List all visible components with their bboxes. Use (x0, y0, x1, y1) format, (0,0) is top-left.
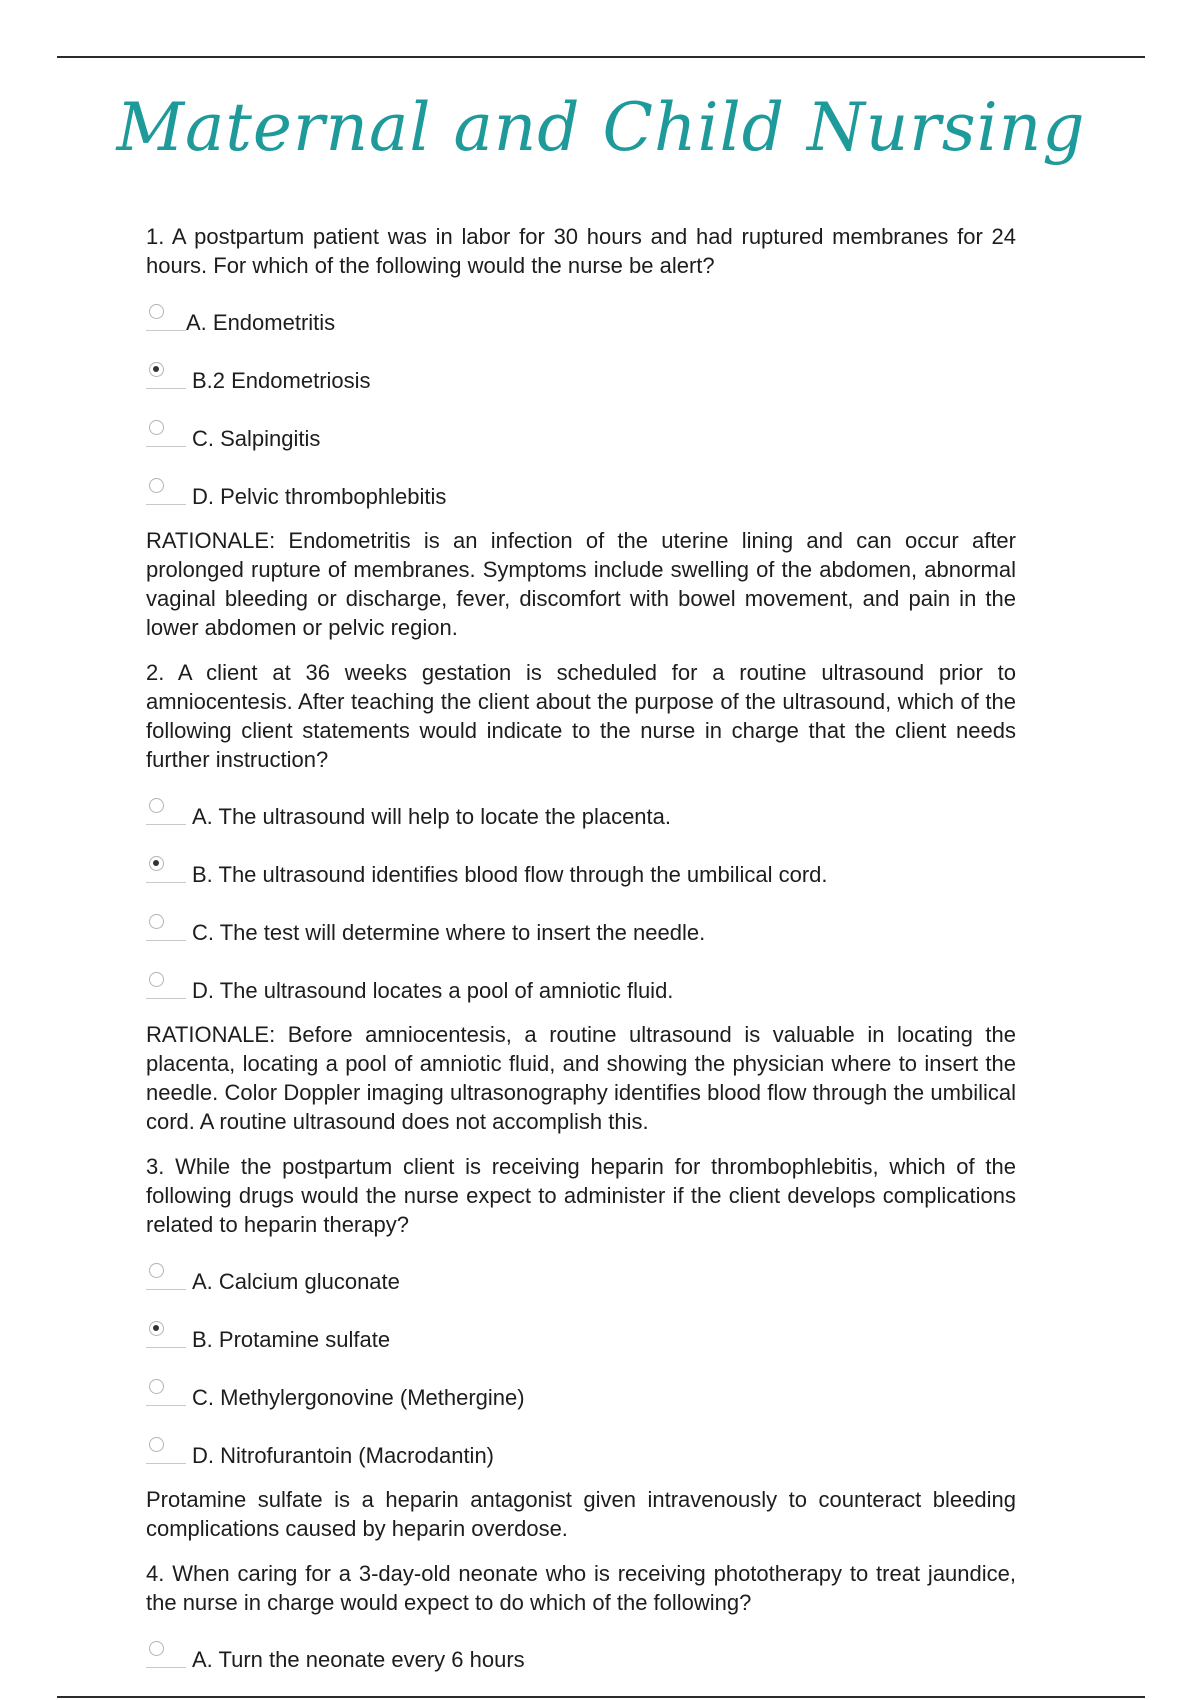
answer-label: A. The ultrasound will help to locate the placenta. (192, 804, 672, 829)
answer-label: C. The test will determine where to insert the needle. (192, 920, 706, 945)
answer-label: C. Salpingitis (192, 426, 321, 451)
answer-underline (146, 446, 186, 447)
answer-option[interactable] (146, 1631, 1016, 1689)
answer-underline (146, 824, 186, 825)
question-block (146, 1152, 1016, 1543)
answer-option[interactable] (146, 410, 1016, 468)
question-text: 1. A postpartum patient was in labor for 30 hours and had ruptured membranes for 24 hours. For which of the following would the nurse be alert? (146, 224, 1016, 278)
answer-option[interactable] (146, 846, 1016, 904)
answer-option[interactable] (146, 962, 1016, 1020)
answer-label: B. The ultrasound identifies blood flow through the umbilical cord. (192, 862, 828, 887)
answer-underline (146, 1667, 186, 1668)
answer-label: D. Nitrofurantoin (Macrodantin) (192, 1443, 495, 1468)
answer-underline (146, 330, 186, 331)
rationale-text: Protamine sulfate is a heparin antagonist given intravenously to counteract bleeding complications caused by heparin overdose. (146, 1487, 1016, 1541)
question-block (146, 1559, 1016, 1689)
answer-label: A. Turn the neonate every 6 hours (192, 1647, 525, 1672)
radio-button[interactable] (149, 304, 164, 319)
answer-underline (146, 388, 186, 389)
radio-button[interactable] (149, 1641, 164, 1656)
rationale-text: RATIONALE: Before amniocentesis, a routine ultrasound is valuable in locating the placenta, locating a pool of amniotic fluid, and showing the physician where to insert the needle. Color Doppler imaging ultrasonography identifies blood flow through the umbilical cord. A routine ultrasound does not accomplish this. (146, 1022, 1016, 1134)
question-text: 4. When caring for a 3-day-old neonate who is receiving phototherapy to treat jaundice, the nurse in charge would expect to do which of the following? (146, 1561, 1016, 1615)
answer-options (146, 1631, 1016, 1689)
answer-option[interactable] (146, 788, 1016, 846)
answer-option[interactable] (146, 1311, 1016, 1369)
radio-button[interactable] (149, 1263, 164, 1278)
radio-button[interactable] (149, 478, 164, 493)
document-title-banner (57, 72, 1145, 182)
answer-option[interactable] (146, 294, 1016, 352)
answer-underline (146, 882, 186, 883)
answer-options (146, 294, 1016, 526)
answer-underline (146, 504, 186, 505)
question-block (146, 222, 1016, 642)
radio-button[interactable] (149, 1437, 164, 1452)
answer-option[interactable] (146, 1253, 1016, 1311)
rationale-text: RATIONALE: Endometritis is an infection of the uterine lining and can occur after prolonged rupture of membranes. Symptoms include swelling of the abdomen, abnormal vaginal bleeding or discharge, fever, discomfort with bowel movement, and pain in the lower abdomen or pelvic region. (146, 528, 1016, 640)
answer-label: A. Calcium gluconate (192, 1269, 400, 1294)
answer-underline (146, 1463, 186, 1464)
answer-label: D. Pelvic thrombophlebitis (192, 484, 447, 509)
question-block (146, 658, 1016, 1136)
answer-underline (146, 1347, 186, 1348)
radio-button[interactable] (149, 1379, 164, 1394)
bottom-rule (57, 1696, 1145, 1698)
answer-option[interactable] (146, 1369, 1016, 1427)
answer-underline (146, 940, 186, 941)
radio-button[interactable] (149, 420, 164, 435)
answer-label: D. The ultrasound locates a pool of amniotic fluid. (192, 978, 674, 1003)
answer-label: C. Methylergonovine (Methergine) (192, 1385, 525, 1410)
answer-underline (146, 1289, 186, 1290)
answer-underline (146, 1405, 186, 1406)
radio-button[interactable] (149, 362, 164, 377)
answer-option[interactable] (146, 352, 1016, 410)
answer-option[interactable] (146, 1427, 1016, 1485)
radio-button[interactable] (149, 1321, 164, 1336)
top-rule (57, 56, 1145, 58)
answer-label: B.2 Endometriosis (192, 368, 371, 393)
document-title-svg (57, 72, 1145, 182)
answer-options (146, 788, 1016, 1020)
radio-button[interactable] (149, 914, 164, 929)
radio-button[interactable] (149, 798, 164, 813)
question-text: 2. A client at 36 weeks gestation is scheduled for a routine ultrasound prior to amniocentesis. After teaching the client about the purpose of the ultrasound, which of the following client statements would indicate to the nurse in charge that the client needs further instruction? (146, 660, 1016, 772)
radio-button[interactable] (149, 972, 164, 987)
radio-button[interactable] (149, 856, 164, 871)
document-title: Maternal and Child Nursing (116, 89, 1086, 166)
answer-option[interactable] (146, 904, 1016, 962)
answer-underline (146, 998, 186, 999)
answer-options (146, 1253, 1016, 1485)
answer-label: A. Endometritis (186, 310, 336, 335)
answer-label: B. Protamine sulfate (192, 1327, 391, 1352)
question-text: 3. While the postpartum client is receiving heparin for thrombophlebitis, which of the following drugs would the nurse expect to administer if the client develops complications related to heparin therapy? (146, 1154, 1016, 1237)
answer-option[interactable] (146, 468, 1016, 526)
question-list (146, 222, 1016, 1689)
